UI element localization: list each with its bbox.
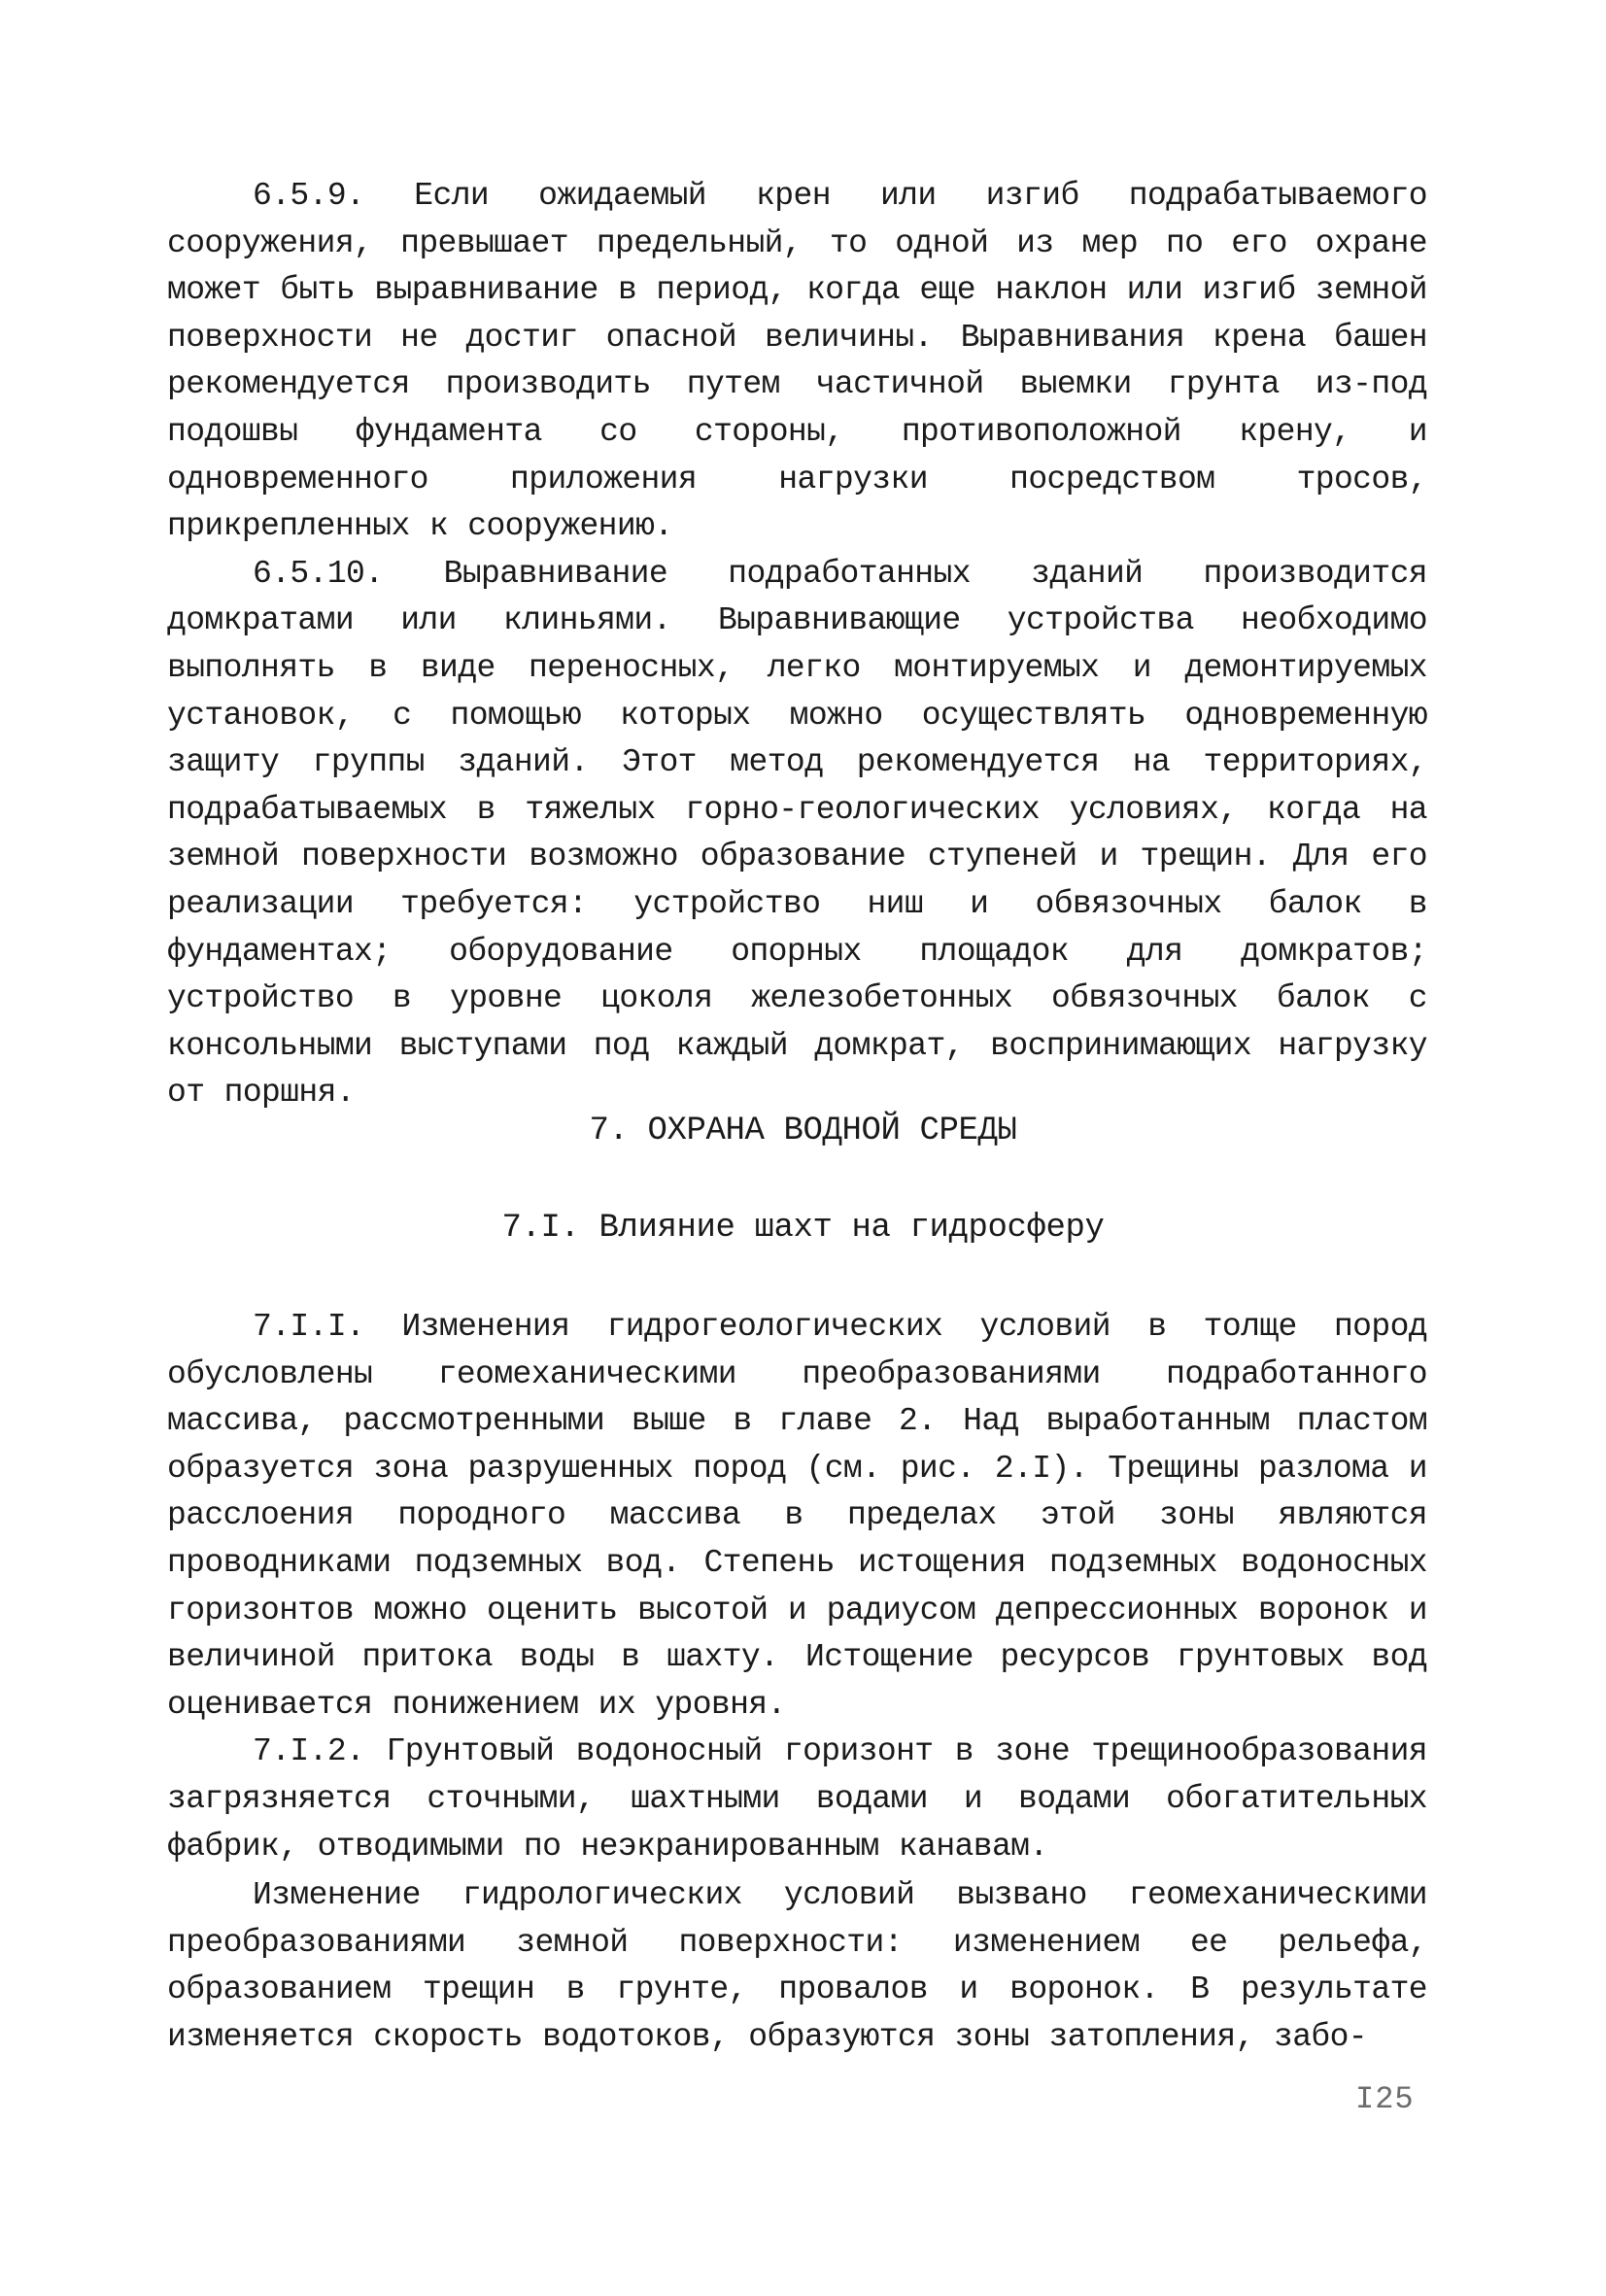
body-text-upper (167, 173, 1427, 1117)
chapter-title: 7. ОХРАНА ВОДНОЙ СРЕДЫ (589, 1113, 1017, 1149)
paragraph-6-5-10: 6.5.10. Выравнивание подработанных зданий производится домкратами или клиньями. Выравнивающие устройства необходимо выполнять в виде переносных, легко монтируемых и демонтируемых установок, с помощью которых можно осуществлять одновременную защиту группы зданий. Этот метод рекомендуется на территориях, подрабатываемых в тяжелых горно-геологических условиях, когда на земной поверхности возможно образование ступеней и трещин. Для его реализации требуется: устройство ниш и обвязочных балок в фундаментах; оборудование опорных площадок для домкратов; устройство в уровне цоколя железобетонных обвязочных балок с консольными выступами под каждый домкрат, воспринимающих нагрузку от поршня. (167, 555, 1427, 1112)
paragraph-6-5-9: 6.5.9. Если ожидаемый крен или изгиб подрабатываемого сооружения, превышает предельный, то одной из мер по его охране может быть выравнивание в период, когда еще наклон или изгиб земной поверхности не достиг опасной величины. Выравнивания крена башен рекомендуется производить путем частичной выемки грунта из-под подошвы фундамента со стороны, противоположной крену, и одновременного приложения нагрузки посредством тросов, прикрепленных к сооружению. (167, 178, 1427, 545)
paragraph-7-1-1: 7.I.I. Изменения гидрогеологических условий в толще пород обусловлены геомеханическими преобразованиями подработанного массива, рассмотренными выше в главе 2. Над выработанным пластом образуется зона разрушенных пород (см. рис. 2.I). Трещины разлома и расслоения породного массива в пределах этой зоны являются проводниками подземных вод. Степень истощения подземных водоносных горизонтов можно оценить высотой и радиусом депрессионных воронок и величиной притока воды в шахту. Истощение ресурсов грунтовых вод оценивается понижением их уровня. (167, 1309, 1427, 1723)
body-text-lower (167, 1304, 1427, 2062)
page-number: I25 (1355, 2081, 1415, 2117)
paragraph-hydrology: Изменение гидрологических условий вызвано геомеханическими преобразованиями земной поверхности: изменением ее рельефа, образованием трещин в грунте, провалов и воронок. В результате изменяется скорость водотоков, образуются зоны затопления, забо- (167, 1877, 1427, 2055)
section-title: 7.I. Влияние шахт на гидросферу (501, 1210, 1105, 1247)
paragraph-7-1-2: 7.I.2. Грунтовый водоносный горизонт в зоне трещинообразования загрязняется сточными, шахтными водами и водами обогатительных фабрик, отводимыми по неэкранированным канавам. (167, 1733, 1427, 1865)
